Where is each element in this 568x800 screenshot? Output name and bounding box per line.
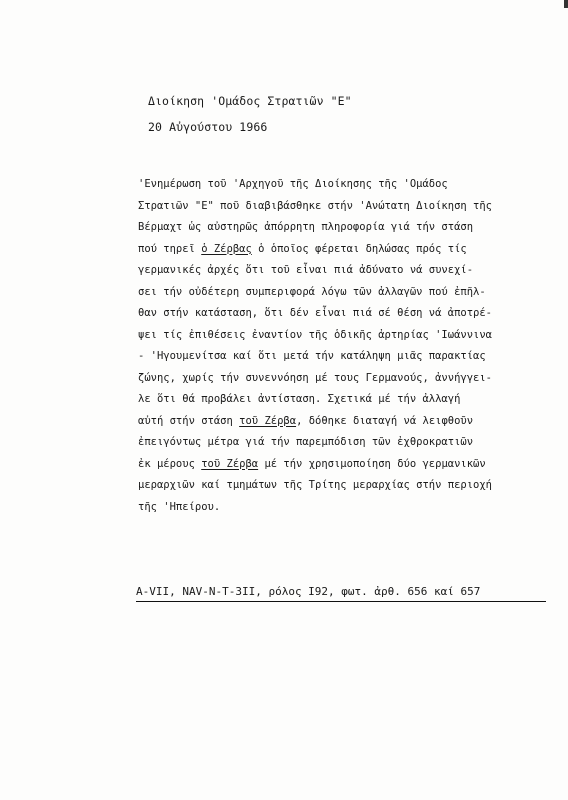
scan-edge-mark	[564, 0, 568, 8]
body-text-segment: θαν στήν κατάσταση, ὅτι δέν εἶναι πιά σέ θέση νά ἀποτρέ-	[138, 307, 493, 319]
body-line	[138, 497, 558, 519]
body-text-segment: Βέρμαχτ ὡς αὐστηρῶς ἀπόρρητη πληροφορία γιά τήν στάση	[138, 221, 474, 233]
document-body	[138, 174, 558, 518]
body-text-segment: γερμανικές ἀρχές ὅτι τοῦ εἶναι πιά ἀδύνατο νά συνεχί-	[138, 264, 474, 276]
body-text-segment: τῆς 'Ηπείρου.	[138, 500, 221, 513]
body-text-segment: , δόθηκε διαταγή νά λειφθοῦν	[296, 414, 474, 427]
heading-command: Διοίκηση 'Ομάδος Στρατιῶν "Ε"	[148, 94, 352, 108]
heading-date: 20 Αὐγούστου 1966	[148, 120, 268, 134]
body-line	[138, 282, 558, 304]
body-line	[138, 196, 558, 218]
body-line	[138, 368, 558, 390]
body-text-segment: ἐκ μέρους	[138, 457, 202, 470]
body-text-segment: μεραρχιῶν καί τμημάτων τῆς Τρίτης μεραρχίας στήν περιοχή	[138, 479, 493, 491]
body-text-segment: αὐτή στήν στάση	[138, 414, 240, 427]
body-text-segment: ὁ ὁποῖος φέρεται δηλώσας πρός τίς	[251, 242, 467, 255]
body-line	[138, 260, 558, 282]
body-text-segment: ψει τίς ἐπιθέσεις ἐναντίον τῆς ὁδικῆς ἀρτηρίας 'Ιωάννινα	[138, 328, 493, 341]
body-text-segment: πού τηρεῖ	[138, 242, 202, 255]
body-text-segment: σει τήν οὐδέτερη συμπεριφορά λόγω τῶν ἀλλαγῶν πού ἐπῆλ-	[138, 285, 486, 298]
body-line	[138, 325, 558, 347]
body-text-segment: μέ τήν χρησιμοποίηση δύο γερμανικῶν	[258, 457, 486, 470]
body-line	[138, 454, 558, 476]
body-line	[138, 217, 558, 239]
body-text-segment: 'Ενημέρωση τοῦ 'Αρχηγοῦ τῆς Διοίκησης τῆς 'Ομάδος	[138, 178, 448, 190]
body-line	[138, 475, 558, 497]
body-line	[138, 346, 558, 368]
body-text-segment: Στρατιῶν "Ε" ποῦ διαβιβάσθηκε στήν 'Ανώτατη Διοίκηση τῆς	[138, 199, 493, 212]
archive-reference: A-VII, NAV-N-T-3II, ρόλος I92, φωτ. ἀρθ. 656 καί 657	[136, 585, 546, 602]
body-text-segment: ἐπειγόντως μέτρα γιά τήν παρεμπόδιση τῶν ἐχθροκρατιῶν	[138, 436, 474, 448]
underlined-name: τοῦ Ζέρβα	[201, 457, 259, 470]
body-text-segment: - 'Ηγουμενίτσα καί ὅτι μετά τήν κατάληψη μιᾶς παρακτίας	[138, 350, 486, 362]
document-heading	[148, 88, 352, 140]
body-line	[138, 174, 558, 196]
body-line	[138, 239, 558, 261]
body-line	[138, 411, 558, 433]
underlined-name: ὁ Ζέρβας	[201, 242, 252, 255]
underlined-name: τοῦ Ζέρβα	[239, 414, 297, 427]
body-line	[138, 303, 558, 325]
body-text-segment: ζώνης, χωρίς τήν συνεννόηση μέ τους Γερμανούς, ἀννήγγει-	[138, 371, 493, 384]
body-line	[138, 432, 558, 454]
body-text-segment: λε ὅτι θά προβάλει ἀντίσταση. Σχετικά μέ τήν ἀλλαγή	[138, 393, 461, 405]
body-line	[138, 389, 558, 411]
